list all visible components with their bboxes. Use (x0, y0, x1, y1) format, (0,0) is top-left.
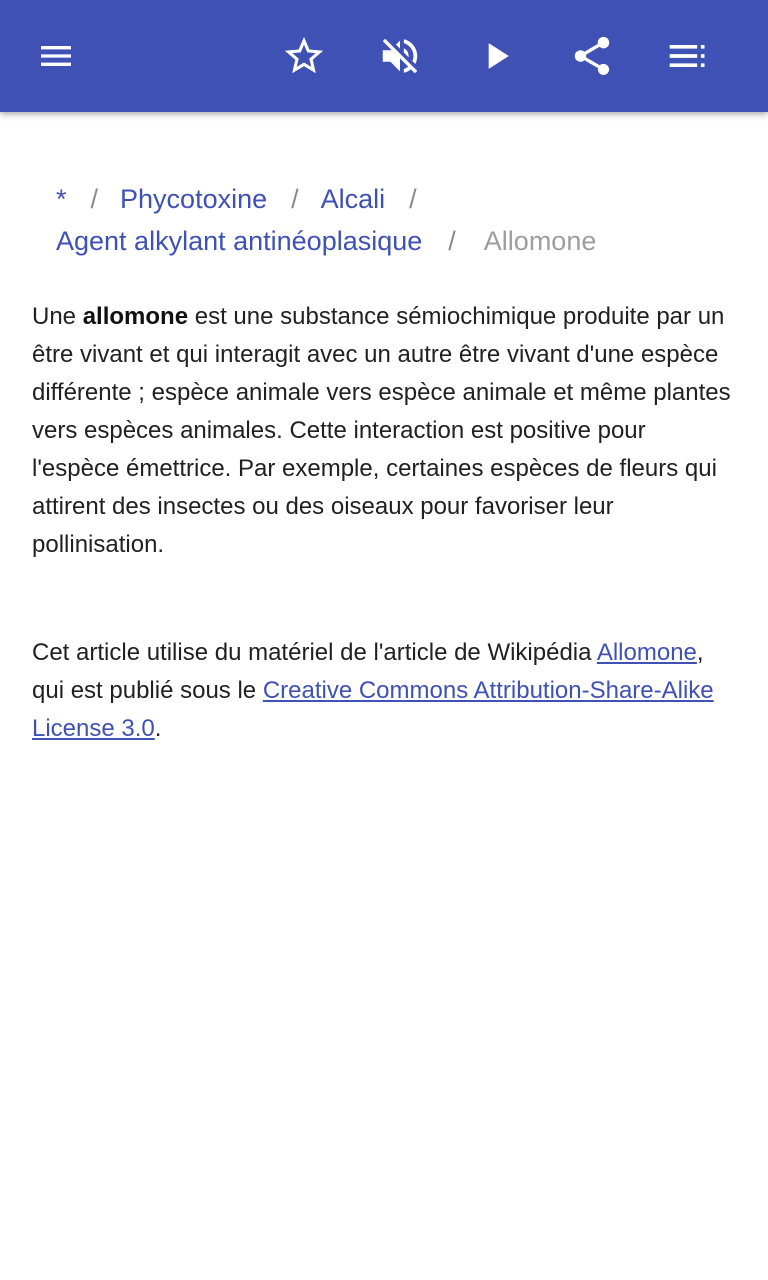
breadcrumb (56, 178, 736, 262)
attribution-text: , qui est publié sous le (32, 639, 704, 704)
app-bar (0, 0, 768, 112)
article-paragraph (32, 298, 736, 564)
breadcrumb-separator: / (448, 226, 456, 256)
attribution-text: . (154, 715, 162, 742)
breadcrumb-item-alcali[interactable]: Alcali (320, 184, 386, 214)
share-icon (569, 33, 615, 79)
article-intro-prefix: Une (32, 303, 83, 330)
attribution-text: Cet article utilise du matériel de l'article de Wikipédia (32, 639, 597, 666)
toc-button[interactable] (648, 16, 728, 96)
breadcrumb-item-root[interactable]: * (56, 184, 67, 214)
content-area (0, 112, 768, 1280)
article-text: est une substance sémiochimique produite par un être vivant et qui interagit avec un autre être vivant d'une espèce différente ; espèce animale vers espèce animale et même plantes vers espèces animales. Cette interaction est positive pour l'espèce émettrice. Par exemple, certaines espèces de fleurs qui attirent des insectes ou des oiseaux pour favoriser leur pollinisation. (32, 303, 731, 558)
wikipedia-article-link[interactable]: Allomone (596, 639, 697, 666)
breadcrumb-separator: / (90, 184, 99, 214)
breadcrumb-current: Allomone (483, 226, 597, 256)
menu-button[interactable] (16, 16, 96, 96)
breadcrumb-separator: / (409, 184, 417, 214)
share-button[interactable] (552, 16, 632, 96)
menu-icon (36, 36, 76, 76)
play-button[interactable] (456, 16, 536, 96)
article-term: allomone (82, 303, 189, 330)
breadcrumb-item-phycotoxine[interactable]: Phycotoxine (120, 184, 268, 214)
attribution (32, 634, 736, 748)
article-body (32, 298, 736, 564)
star-outline-icon (281, 33, 327, 79)
volume-off-icon (377, 33, 423, 79)
breadcrumb-separator: / (291, 184, 299, 214)
breadcrumb-item-agent-alkylant[interactable]: Agent alkylant antinéoplasique (56, 226, 423, 256)
playlist-icon (666, 34, 710, 78)
mute-button[interactable] (360, 16, 440, 96)
play-icon (474, 34, 518, 78)
license-link[interactable]: Creative Commons Attribution-Share-Alike License 3.0 (32, 677, 714, 742)
favorite-button[interactable] (264, 16, 344, 96)
